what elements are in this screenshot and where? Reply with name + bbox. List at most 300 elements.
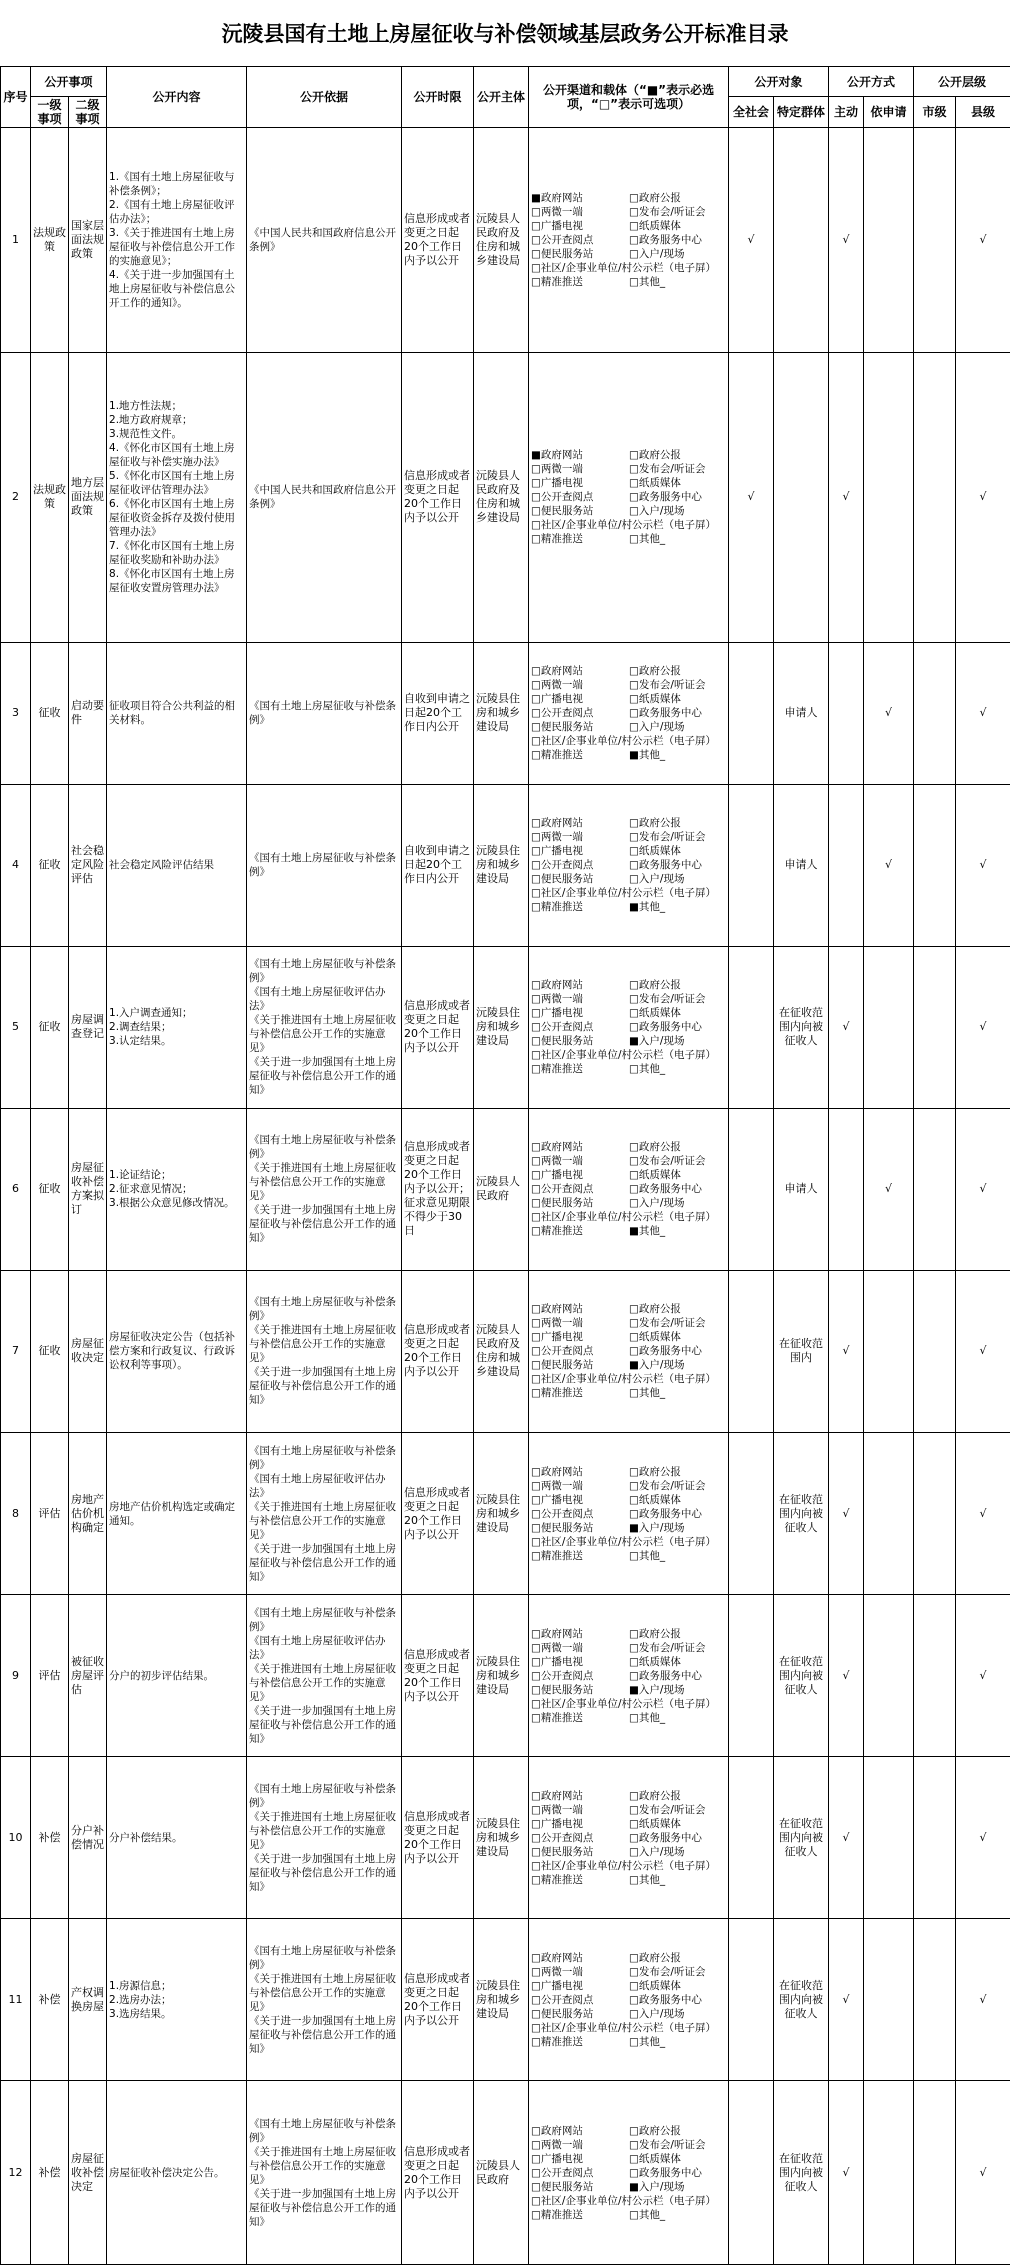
- row-method-request: [864, 2081, 914, 2265]
- channel-option: □政务服务中心: [629, 1345, 702, 1358]
- row-matter-l1: 征收: [31, 784, 69, 946]
- channel-option: ■入户/现场: [629, 2180, 685, 2193]
- table-row: [1, 1595, 1010, 1757]
- row-method-active: √: [829, 946, 864, 1108]
- channel-option: □其他_: [629, 275, 666, 288]
- channel-option: □公开查阅点: [531, 1021, 594, 1034]
- row-channels: [529, 352, 729, 642]
- row-content: 房地产估价机构选定或确定通知。: [107, 1433, 247, 1595]
- channel-option: ■入户/现场: [629, 1521, 685, 1534]
- channel-option: □社区/企事业单位/村公示栏（电子屏）: [531, 519, 717, 532]
- row-channels: [529, 642, 729, 784]
- row-method-request: √: [864, 642, 914, 784]
- row-channels: [529, 1757, 729, 1919]
- channel-option: □政府网站: [531, 979, 583, 992]
- channel-option: □其他_: [629, 2208, 666, 2221]
- channel-option: □两微一端: [531, 1965, 583, 1978]
- row-level-city: [914, 1270, 956, 1432]
- channel-option: □两微一端: [531, 2138, 583, 2151]
- channel-option: ■其他_: [629, 749, 666, 762]
- table-row: [1, 1270, 1010, 1432]
- channel-option: □公开查阅点: [531, 1831, 594, 1844]
- row-basis: 《国有土地上房屋征收与补偿条例》 《关于推进国有土地上房屋征收与补偿信息公开工作的实施意见》 《关于进一步加强国有土地上房屋征收与补偿信息公开工作的通知》: [247, 1757, 402, 1919]
- header-matter: 公开事项: [31, 67, 107, 97]
- table-row: [1, 642, 1010, 784]
- channel-option: □公开查阅点: [531, 491, 594, 504]
- channel-option: □便民服务站: [531, 873, 594, 886]
- channel-option: □广播电视: [531, 1817, 583, 1830]
- channel-option: □入户/现场: [629, 721, 685, 734]
- channel-option: □纸质媒体: [629, 477, 681, 490]
- row-channels: [529, 1108, 729, 1270]
- row-basis: 《国有土地上房屋征收与补偿条例》 《国有土地上房屋征收评估办法》 《关于推进国有土地上房屋征收与补偿信息公开工作的实施意见》 《关于进一步加强国有土地上房屋征收与补偿信息公开工作的通知》: [247, 1433, 402, 1595]
- channel-option: □便民服务站: [531, 1845, 594, 1858]
- channel-option: □精准推送: [531, 1063, 583, 1076]
- channel-option: □政府网站: [531, 2124, 583, 2137]
- channel-option: □政府网站: [531, 1303, 583, 1316]
- row-seq: 4: [1, 784, 31, 946]
- row-target-specific: 在征收范围内向被征收人: [774, 1595, 829, 1757]
- row-method-active: [829, 784, 864, 946]
- channel-option: □便民服务站: [531, 2007, 594, 2020]
- row-matter-l1: 法规政策: [31, 352, 69, 642]
- row-matter-l1: 法规政策: [31, 128, 69, 353]
- row-time: 自收到申请之日起20个工作日内公开: [402, 642, 474, 784]
- row-content: 房屋征收决定公告（包括补偿方案和行政复议、行政诉讼权利等事项）。: [107, 1270, 247, 1432]
- channel-option: □发布会/听证会: [629, 1965, 706, 1978]
- row-matter-l1: 征收: [31, 1108, 69, 1270]
- channel-option: □政务服务中心: [629, 859, 702, 872]
- row-content: 房屋征收补偿决定公告。: [107, 2081, 247, 2265]
- row-target-all: [729, 1757, 774, 1919]
- row-time: 信息形成或者变更之日起20个工作日内予以公开: [402, 1433, 474, 1595]
- channel-option: □发布会/听证会: [629, 679, 706, 692]
- channel-option: □发布会/听证会: [629, 1155, 706, 1168]
- channel-option: □两微一端: [531, 205, 583, 218]
- channel-option: □政府公报: [629, 1465, 681, 1478]
- row-content: 1.房源信息； 2.选房办法； 3.选房结果。: [107, 1919, 247, 2081]
- channel-option: □广播电视: [531, 477, 583, 490]
- channel-option: □政府网站: [531, 1951, 583, 1964]
- channel-option: □政务服务中心: [629, 707, 702, 720]
- row-time: 信息形成或者变更之日起20个工作日内予以公开: [402, 1757, 474, 1919]
- row-time: 信息形成或者变更之日起20个工作日内予以公开: [402, 1270, 474, 1432]
- row-channels: [529, 2081, 729, 2265]
- row-time: 信息形成或者变更之日起20个工作日内予以公开: [402, 946, 474, 1108]
- channel-option: □发布会/听证会: [629, 463, 706, 476]
- channel-option: □纸质媒体: [629, 1979, 681, 1992]
- channel-option: □便民服务站: [531, 1035, 594, 1048]
- table-row: [1, 1108, 1010, 1270]
- channel-option: □精准推送: [531, 1711, 583, 1724]
- channel-option: □公开查阅点: [531, 1669, 594, 1682]
- channel-option: ■政府网站: [531, 191, 583, 204]
- channel-option: □便民服务站: [531, 2180, 594, 2193]
- row-subject: 沅陵县住房和城乡建设局: [474, 1919, 529, 2081]
- channel-option: □公开查阅点: [531, 1345, 594, 1358]
- channel-option: □两微一端: [531, 1803, 583, 1816]
- row-basis: 《国有土地上房屋征收与补偿条例》 《关于推进国有土地上房屋征收与补偿信息公开工作的实施意见》 《关于进一步加强国有土地上房屋征收与补偿信息公开工作的通知》: [247, 2081, 402, 2265]
- row-method-active: [829, 1108, 864, 1270]
- row-matter-l2: 分户补偿情况: [69, 1757, 107, 1919]
- row-channels: [529, 1433, 729, 1595]
- row-channels: [529, 128, 729, 353]
- channel-option: □精准推送: [531, 1225, 583, 1238]
- row-level-county: √: [956, 352, 1010, 642]
- channel-option: □广播电视: [531, 1169, 583, 1182]
- row-level-county: √: [956, 1919, 1010, 2081]
- channel-option: □政府公报: [629, 1627, 681, 1640]
- header-method-active: 主动: [829, 97, 864, 128]
- row-target-all: √: [729, 352, 774, 642]
- row-level-county: √: [956, 1595, 1010, 1757]
- header-method: 公开方式: [829, 67, 914, 97]
- row-basis: 《国有土地上房屋征收与补偿条例》 《关于推进国有土地上房屋征收与补偿信息公开工作的实施意见》 《关于进一步加强国有土地上房屋征收与补偿信息公开工作的通知》: [247, 1108, 402, 1270]
- channel-option: □社区/企事业单位/村公示栏（电子屏）: [531, 1211, 717, 1224]
- row-subject: 沅陵县住房和城乡建设局: [474, 1757, 529, 1919]
- row-content: 分户的初步评估结果。: [107, 1595, 247, 1757]
- channel-option: □两微一端: [531, 679, 583, 692]
- channel-option: □纸质媒体: [629, 1655, 681, 1668]
- row-content: 征收项目符合公共利益的相关材料。: [107, 642, 247, 784]
- channel-option: □政务服务中心: [629, 1993, 702, 2006]
- row-target-all: [729, 1919, 774, 2081]
- channel-option: □纸质媒体: [629, 1817, 681, 1830]
- channel-option: □政府公报: [629, 191, 681, 204]
- channel-option: □便民服务站: [531, 247, 594, 260]
- channel-option: □发布会/听证会: [629, 831, 706, 844]
- row-level-city: [914, 642, 956, 784]
- channel-option: □政府网站: [531, 1141, 583, 1154]
- table-row: [1, 1433, 1010, 1595]
- row-subject: 沅陵县住房和城乡建设局: [474, 1595, 529, 1757]
- row-method-request: [864, 946, 914, 1108]
- row-method-request: [864, 1919, 914, 2081]
- channel-option: □纸质媒体: [629, 1007, 681, 1020]
- channel-option: □政务服务中心: [629, 1831, 702, 1844]
- row-matter-l2: 房屋调查登记: [69, 946, 107, 1108]
- row-method-active: √: [829, 1270, 864, 1432]
- header-basis: 公开依据: [247, 67, 402, 128]
- directory-table: [0, 66, 1010, 2265]
- row-target-specific: [774, 352, 829, 642]
- row-matter-l2: 社会稳定风险评估: [69, 784, 107, 946]
- row-basis: 《中国人民共和国政府信息公开条例》: [247, 352, 402, 642]
- row-basis: 《中国人民共和国政府信息公开条例》: [247, 128, 402, 353]
- header-matter-l1: 一级事项: [31, 97, 69, 128]
- row-matter-l1: 补偿: [31, 2081, 69, 2265]
- row-level-county: √: [956, 642, 1010, 784]
- row-level-city: [914, 1433, 956, 1595]
- channel-option: □政府网站: [531, 665, 583, 678]
- row-seq: 9: [1, 1595, 31, 1757]
- channel-option: □精准推送: [531, 1549, 583, 1562]
- row-method-active: √: [829, 1757, 864, 1919]
- row-subject: 沅陵县住房和城乡建设局: [474, 784, 529, 946]
- channel-option: □发布会/听证会: [629, 2138, 706, 2151]
- row-subject: 沅陵县人民政府: [474, 1108, 529, 1270]
- row-seq: 12: [1, 2081, 31, 2265]
- row-method-request: [864, 352, 914, 642]
- channel-option: □精准推送: [531, 1873, 583, 1886]
- channel-option: □政府网站: [531, 817, 583, 830]
- row-method-active: √: [829, 128, 864, 353]
- row-target-specific: 申请人: [774, 784, 829, 946]
- channel-option: □政务服务中心: [629, 1507, 702, 1520]
- row-subject: 沅陵县人民政府及住房和城乡建设局: [474, 1270, 529, 1432]
- header-method-request: 依申请: [864, 97, 914, 128]
- row-method-request: √: [864, 784, 914, 946]
- channel-option: □发布会/听证会: [629, 1317, 706, 1330]
- row-seq: 5: [1, 946, 31, 1108]
- table-row: [1, 946, 1010, 1108]
- channel-option: □其他_: [629, 533, 666, 546]
- channel-option: □精准推送: [531, 901, 583, 914]
- row-method-request: [864, 1270, 914, 1432]
- channel-option: □政务服务中心: [629, 233, 702, 246]
- row-basis: 《国有土地上房屋征收与补偿条例》 《关于推进国有土地上房屋征收与补偿信息公开工作的实施意见》 《关于进一步加强国有土地上房屋征收与补偿信息公开工作的通知》: [247, 1270, 402, 1432]
- channel-option: □政府公报: [629, 1789, 681, 1802]
- row-target-specific: 在征收范围内向被征收人: [774, 1919, 829, 2081]
- row-level-city: [914, 1595, 956, 1757]
- header-level-city: 市级: [914, 97, 956, 128]
- header-content: 公开内容: [107, 67, 247, 128]
- row-matter-l2: 房屋征收决定: [69, 1270, 107, 1432]
- channel-option: □两微一端: [531, 1479, 583, 1492]
- channel-option: □入户/现场: [629, 2007, 685, 2020]
- channel-option: □广播电视: [531, 1655, 583, 1668]
- channel-option: □纸质媒体: [629, 1493, 681, 1506]
- row-target-all: [729, 2081, 774, 2265]
- channel-option: □入户/现场: [629, 873, 685, 886]
- row-channels: [529, 1919, 729, 2081]
- row-target-specific: 在征收范围内向被征收人: [774, 1757, 829, 1919]
- row-target-all: [729, 642, 774, 784]
- row-subject: 沅陵县人民政府及住房和城乡建设局: [474, 352, 529, 642]
- row-target-all: [729, 1433, 774, 1595]
- channel-option: □其他_: [629, 1549, 666, 1562]
- channel-option: □社区/企事业单位/村公示栏（电子屏）: [531, 1373, 717, 1386]
- channel-option: □公开查阅点: [531, 707, 594, 720]
- channel-option: □精准推送: [531, 2035, 583, 2048]
- row-level-city: [914, 2081, 956, 2265]
- channel-option: □两微一端: [531, 1317, 583, 1330]
- channel-option: □公开查阅点: [531, 233, 594, 246]
- row-seq: 1: [1, 128, 31, 353]
- channel-option: □纸质媒体: [629, 693, 681, 706]
- row-matter-l2: 产权调换房屋: [69, 1919, 107, 2081]
- channel-option: □精准推送: [531, 275, 583, 288]
- row-matter-l2: 国家层面法规政策: [69, 128, 107, 353]
- row-subject: 沅陵县住房和城乡建设局: [474, 1433, 529, 1595]
- channel-option: □发布会/听证会: [629, 1641, 706, 1654]
- header-level: 公开层级: [914, 67, 1010, 97]
- header-matter-l2: 二级事项: [69, 97, 107, 128]
- channel-option: □政府公报: [629, 2124, 681, 2137]
- row-subject: 沅陵县人民政府及住房和城乡建设局: [474, 128, 529, 353]
- channel-option: □政府公报: [629, 817, 681, 830]
- row-target-specific: 申请人: [774, 1108, 829, 1270]
- row-time: 信息形成或者变更之日起20个工作日内予以公开: [402, 128, 474, 353]
- row-basis: 《国有土地上房屋征收与补偿条例》: [247, 642, 402, 784]
- channel-option: □政府公报: [629, 1141, 681, 1154]
- row-level-city: [914, 1919, 956, 2081]
- row-matter-l1: 评估: [31, 1433, 69, 1595]
- row-matter-l2: 房屋征收补偿方案拟订: [69, 1108, 107, 1270]
- channel-option: □发布会/听证会: [629, 1803, 706, 1816]
- row-matter-l1: 补偿: [31, 1919, 69, 2081]
- table-row: [1, 1919, 1010, 2081]
- row-content: 1.入户调查通知； 2.调查结果； 3.认定结果。: [107, 946, 247, 1108]
- channel-option: □精准推送: [531, 2208, 583, 2221]
- row-level-city: [914, 1108, 956, 1270]
- header-channel: 公开渠道和载体（“■”表示必选项，“□”表示可选项）: [529, 67, 729, 128]
- channel-option: □政府网站: [531, 1465, 583, 1478]
- channel-option: □入户/现场: [629, 1845, 685, 1858]
- row-level-county: √: [956, 2081, 1010, 2265]
- channel-option: □两微一端: [531, 993, 583, 1006]
- channel-option: □社区/企事业单位/村公示栏（电子屏）: [531, 1859, 717, 1872]
- row-level-county: √: [956, 784, 1010, 946]
- row-subject: 沅陵县住房和城乡建设局: [474, 642, 529, 784]
- row-content: 1.《国有土地上房屋征收与补偿条例》； 2.《国有土地上房屋征收评估办法》； 3.《关于推进国有土地上房屋征收与补偿信息公开工作的实施意见》； 4.《关于进一步加强国有土地上房屋征收与补偿信息公开工作的通知》。: [107, 128, 247, 353]
- row-channels: [529, 784, 729, 946]
- channel-option: □其他_: [629, 1873, 666, 1886]
- channel-option: □社区/企事业单位/村公示栏（电子屏）: [531, 887, 717, 900]
- row-content: 分户补偿结果。: [107, 1757, 247, 1919]
- channel-option: □其他_: [629, 1063, 666, 1076]
- channel-option: □社区/企事业单位/村公示栏（电子屏）: [531, 2021, 717, 2034]
- row-seq: 3: [1, 642, 31, 784]
- row-target-specific: 在征收范围内: [774, 1270, 829, 1432]
- channel-option: ■政府网站: [531, 449, 583, 462]
- page-title: 沅陵县国有土地上房屋征收与补偿领域基层政务公开标准目录: [221, 22, 789, 46]
- channel-option: □便民服务站: [531, 1683, 594, 1696]
- row-level-county: √: [956, 128, 1010, 353]
- row-time: 信息形成或者变更之日起20个工作日内予以公开: [402, 1919, 474, 2081]
- channel-option: □广播电视: [531, 693, 583, 706]
- row-level-city: [914, 784, 956, 946]
- channel-option: ■其他_: [629, 901, 666, 914]
- channel-option: □社区/企事业单位/村公示栏（电子屏）: [531, 1697, 717, 1710]
- channel-option: □政务服务中心: [629, 2166, 702, 2179]
- row-basis: 《国有土地上房屋征收与补偿条例》 《国有土地上房屋征收评估办法》 《关于推进国有土地上房屋征收与补偿信息公开工作的实施意见》 《关于进一步加强国有土地上房屋征收与补偿信息公开工作的通知》: [247, 946, 402, 1108]
- channel-option: □发布会/听证会: [629, 1479, 706, 1492]
- channel-option: □广播电视: [531, 1493, 583, 1506]
- channel-option: □广播电视: [531, 1331, 583, 1344]
- row-time: 信息形成或者变更之日起20个工作日内予以公开: [402, 352, 474, 642]
- channel-option: □入户/现场: [629, 247, 685, 260]
- channel-option: □政务服务中心: [629, 491, 702, 504]
- row-target-specific: 在征收范围内向被征收人: [774, 946, 829, 1108]
- row-target-specific: 在征收范围内向被征收人: [774, 1433, 829, 1595]
- channel-option: □便民服务站: [531, 721, 594, 734]
- header-target: 公开对象: [729, 67, 829, 97]
- row-method-active: √: [829, 1919, 864, 2081]
- row-level-county: √: [956, 1270, 1010, 1432]
- row-target-specific: 申请人: [774, 642, 829, 784]
- row-target-all: [729, 1595, 774, 1757]
- channel-option: □广播电视: [531, 1007, 583, 1020]
- row-subject: 沅陵县住房和城乡建设局: [474, 946, 529, 1108]
- row-method-request: [864, 1433, 914, 1595]
- row-matter-l1: 征收: [31, 642, 69, 784]
- row-time: 信息形成或者变更之日起20个工作日内予以公开: [402, 1595, 474, 1757]
- channel-option: □公开查阅点: [531, 1993, 594, 2006]
- row-matter-l1: 评估: [31, 1595, 69, 1757]
- channel-option: □纸质媒体: [629, 219, 681, 232]
- channel-option: □精准推送: [531, 533, 583, 546]
- row-content: 1.地方性法规； 2.地方政府规章； 3.规范性文件。 4.《怀化市区国有土地上房屋征收与补偿实施办法》 5.《怀化市区国有土地上房屋征收评估管理办法》 6.《怀化市区国有土地上房屋征收资金拆存及拨付使用管理办法》 7.《怀化市区国有土地上房屋征收奖励和补助办法》 8.《怀化市区国有土地上房屋征收安置房管理办法》: [107, 352, 247, 642]
- channel-option: □广播电视: [531, 845, 583, 858]
- row-matter-l2: 被征收房屋评估: [69, 1595, 107, 1757]
- channel-option: ■入户/现场: [629, 1035, 685, 1048]
- table-row: [1, 2081, 1010, 2265]
- channel-option: □精准推送: [531, 749, 583, 762]
- channel-option: □发布会/听证会: [629, 205, 706, 218]
- channel-option: □政务服务中心: [629, 1669, 702, 1682]
- channel-option: □政府网站: [531, 1789, 583, 1802]
- row-target-all: [729, 946, 774, 1108]
- header-seq: 序号: [1, 67, 31, 128]
- channel-option: □入户/现场: [629, 1197, 685, 1210]
- row-time: 自收到申请之日起20个工作日内公开: [402, 784, 474, 946]
- row-matter-l2: 地方层面法规政策: [69, 352, 107, 642]
- row-level-city: [914, 352, 956, 642]
- channel-option: ■入户/现场: [629, 1683, 685, 1696]
- row-method-active: √: [829, 352, 864, 642]
- row-matter-l1: 征收: [31, 1270, 69, 1432]
- channel-option: □社区/企事业单位/村公示栏（电子屏）: [531, 1535, 717, 1548]
- row-channels: [529, 946, 729, 1108]
- row-seq: 7: [1, 1270, 31, 1432]
- row-content: 社会稳定风险评估结果: [107, 784, 247, 946]
- channel-option: □发布会/听证会: [629, 993, 706, 1006]
- channel-option: □政府公报: [629, 1951, 681, 1964]
- channel-option: ■入户/现场: [629, 1359, 685, 1372]
- header-target-specific: 特定群体: [774, 97, 829, 128]
- channel-option: □广播电视: [531, 219, 583, 232]
- channel-option: □公开查阅点: [531, 1183, 594, 1196]
- row-method-request: [864, 1595, 914, 1757]
- channel-option: □两微一端: [531, 463, 583, 476]
- channel-option: □广播电视: [531, 2152, 583, 2165]
- row-matter-l1: 补偿: [31, 1757, 69, 1919]
- row-target-all: √: [729, 128, 774, 353]
- channel-option: □社区/企事业单位/村公示栏（电子屏）: [531, 261, 717, 274]
- row-content: 1.论证结论； 2.征求意见情况； 3.根据公众意见修改情况。: [107, 1108, 247, 1270]
- channel-option: □社区/企事业单位/村公示栏（电子屏）: [531, 735, 717, 748]
- channel-option: □纸质媒体: [629, 1169, 681, 1182]
- row-seq: 2: [1, 352, 31, 642]
- channel-option: □社区/企事业单位/村公示栏（电子屏）: [531, 1049, 717, 1062]
- header-time: 公开时限: [402, 67, 474, 128]
- channel-option: ■其他_: [629, 1225, 666, 1238]
- channel-option: □其他_: [629, 2035, 666, 2048]
- channel-option: □政务服务中心: [629, 1183, 702, 1196]
- row-method-active: √: [829, 1595, 864, 1757]
- channel-option: □便民服务站: [531, 1197, 594, 1210]
- channel-option: □政府公报: [629, 665, 681, 678]
- row-matter-l2: 房屋征收补偿决定: [69, 2081, 107, 2265]
- row-target-all: [729, 784, 774, 946]
- row-channels: [529, 1595, 729, 1757]
- row-seq: 8: [1, 1433, 31, 1595]
- row-method-active: [829, 642, 864, 784]
- row-time: 信息形成或者变更之日起20个工作日内予以公开；征求意见期限不得少于30日: [402, 1108, 474, 1270]
- table-row: [1, 1757, 1010, 1919]
- channel-option: □纸质媒体: [629, 845, 681, 858]
